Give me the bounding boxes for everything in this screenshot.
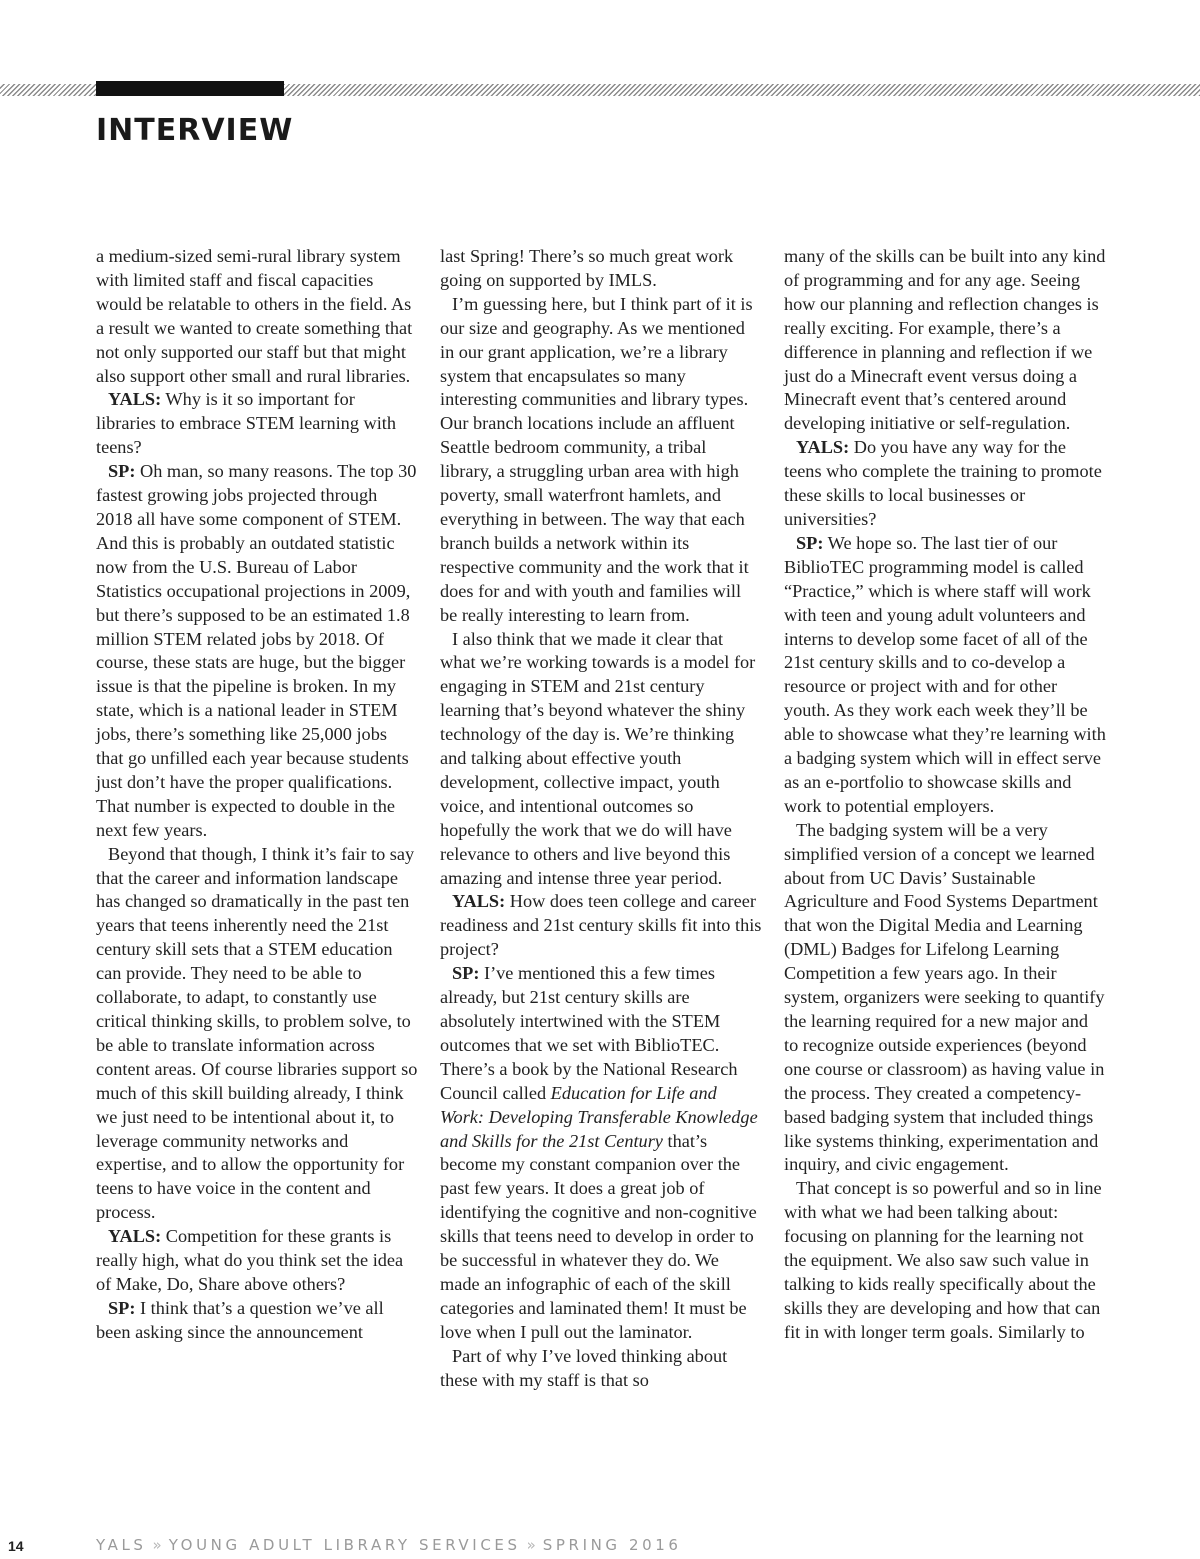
text-column-3 xyxy=(784,245,1106,1345)
paragraph-text: Oh man, so many reasons. The top 30 fastest growing jobs projected through 2018 all have some component of STEM. And this is probably an outdated statistic now from the U.S. Bureau of Labor Statistics occupational projections in 2009, but there’s supposed to be an estimated 1.8 million STEM related jobs by 2018. Of course, these stats are huge, but the bigger issue is that the pipeline is broken. In my state, which is a national leader in STEM jobs, there’s something like 25,000 jobs that go unfilled each year because students just don’t have the proper qualifications. That number is expected to double in the next few years. xyxy=(96,461,417,840)
paragraph-text: Do you have any way for the teens who complete the training to promote these skills to local businesses or universities? xyxy=(784,437,1102,529)
speaker-label: SP: xyxy=(108,461,136,482)
interview-exchange xyxy=(784,532,1106,819)
paragraph-text: I also think that we made it clear that what we’re working towards is a model for engaging in STEM and 21st century learning that’s beyond whatever the shiny technology of the day is. We’re thinking and talking about effective youth development, collective impact, youth voice, and intentional outcomes so hopefully the work that we do will have relevance to others and live beyond this amazing and intense three year period. xyxy=(440,628,756,888)
paragraph-text: Beyond that though, I think it’s fair to say that the career and information landscape has changed so dramatically in the past ten years that teens inherently need the 21st century skill sets that a STEM education can provide. They need to be able to collaborate, to adapt, to constantly use critical thinking skills, to problem solve, to be able to translate information across content areas. Of course libraries support so much of this skill building already, I think we just need to be intentional about it, to leverage community networks and expertise, and to allow the opportunity for teens to have voice in the content and process. xyxy=(96,843,418,1223)
paragraph-text: many of the skills can be built into any kind of programming and for any age. Seeing how our planning and reflection changes is really exciting. For example, there’s a difference in planning and reflection if we just do a Minecraft event versus doing a Minecraft event that’s centered around developing initiative or self-regulation. xyxy=(784,246,1106,434)
interview-exchange xyxy=(96,388,418,460)
footer-separator: » xyxy=(526,1536,537,1554)
paragraph-text: that’s become my constant companion over the past few years. It does a great job of identifying the cognitive and non-cognitive skills that teens need to develop in order to be successful in whatever they do. We made an infographic of each of the skill categories and laminated them! It must be love when I pull out the laminator. xyxy=(440,1130,757,1342)
body-paragraph xyxy=(784,1177,1106,1344)
journal-abbreviation: YALS xyxy=(96,1536,147,1554)
footer-separator: » xyxy=(152,1536,163,1554)
body-paragraph xyxy=(784,819,1106,1178)
journal-name: YOUNG ADULT LIBRARY SERVICES xyxy=(168,1536,521,1554)
page-number: 14 xyxy=(8,1538,24,1554)
text-column-1 xyxy=(96,245,418,1345)
speaker-label: YALS: xyxy=(108,389,162,410)
issue-date: SPRING 2016 xyxy=(542,1536,682,1554)
paragraph-text: We hope so. The last tier of our BiblioTEC programming model is called “Practice,” which is where staff will work with teen and young adult volunteers and interns to develop some facet of all of the 21st century skills and to co-develop a resource or project with and for other youth. As they work each week they’ll be able to showcase what they’re learning with a badging system which will in effect serve as an e-portfolio to showcase skills and work to potential employers. xyxy=(784,532,1106,816)
paragraph-text: Part of why I’ve loved thinking about these with my staff is that so xyxy=(440,1345,728,1390)
paragraph-text: I think that’s a question we’ve all been asking since the announcement xyxy=(96,1297,384,1342)
body-paragraph xyxy=(440,293,762,628)
speaker-label: YALS: xyxy=(452,891,506,912)
paragraph-text: last Spring! There’s so much great work going on supported by IMLS. xyxy=(440,246,734,290)
text-column-2 xyxy=(440,245,762,1393)
body-paragraph xyxy=(784,245,1106,436)
body-paragraph xyxy=(96,245,418,388)
book-title: Education for Life and Work: Developing Transferable Knowledge and Skills for the 21st Century xyxy=(440,1082,758,1151)
paragraph-text: I’ve mentioned this a few times already, but 21st century skills are absolutely intertwined with the STEM outcomes that we set with BiblioTEC. There’s a book by the National Research Council called xyxy=(440,963,738,1103)
page-footer xyxy=(0,1535,1200,1559)
paragraph-text: The badging system will be a very simplified version of a concept we learned about from UC Davis’ Sustainable Agriculture and Food Systems Department that won the Digital Media and Learning (DML) Badges for Lifelong Learning Competition a few years ago. In their system, organizers were seeking to quantify the learning required for a new major and to recognize outside experiences (beyond one course or classroom) as having value in the process. They created a competency-based badging system that included things like systems thinking, experimentation and inquiry, and civic engagement. xyxy=(784,819,1105,1175)
speaker-label: SP: xyxy=(108,1297,136,1318)
paragraph-text: Why is it so important for libraries to embrace STEM learning with teens? xyxy=(96,389,397,458)
paragraph-text: That concept is so powerful and so in line with what we had been talking about: focusing on planning for the learning not the equipment. We also saw such value in talking to kids really specifically about the skills they are developing and how that can fit in with longer term goals. Similarly to xyxy=(784,1178,1102,1342)
interview-exchange xyxy=(440,962,762,1345)
paragraph-text: How does teen college and career readiness and 21st century skills fit into this project? xyxy=(440,891,762,960)
paragraph-text: Competition for these grants is really high, what do you think set the idea of Make, Do, Share above others? xyxy=(96,1226,404,1294)
interview-exchange xyxy=(96,1297,418,1345)
body-paragraph xyxy=(440,1345,762,1393)
section-title: INTERVIEW xyxy=(96,113,294,148)
paragraph-text: I’m guessing here, but I think part of it is our size and geography. As we mentioned in our grant application, we’re a library system that encapsulates so many interesting communities and library types. Our branch locations include an affluent Seattle bedroom community, a tribal library, a struggling urban area with high poverty, small waterfront hamlets, and everything in between. The way that each branch builds a network within its respective community and the work that it does for and with youth and families will be really interesting to learn from. xyxy=(440,293,753,625)
speaker-label: SP: xyxy=(796,532,824,553)
body-paragraph xyxy=(440,245,762,293)
body-paragraph xyxy=(96,843,418,1226)
speaker-label: YALS: xyxy=(796,437,850,458)
interview-exchange xyxy=(784,436,1106,532)
interview-exchange xyxy=(96,1225,418,1297)
interview-exchange xyxy=(440,890,762,962)
paragraph-text: a medium-sized semi-rural library system with limited staff and fiscal capacities would be relatable to others in the field. As a result we wanted to create something that not only supported our staff but that might also support other small and rural libraries. xyxy=(96,246,413,386)
section-accent-bar xyxy=(96,81,284,96)
body-paragraph xyxy=(440,628,762,891)
interview-exchange xyxy=(96,460,418,843)
speaker-label: YALS: xyxy=(108,1226,162,1247)
publication-line xyxy=(96,1536,682,1554)
speaker-label: SP: xyxy=(452,963,480,984)
